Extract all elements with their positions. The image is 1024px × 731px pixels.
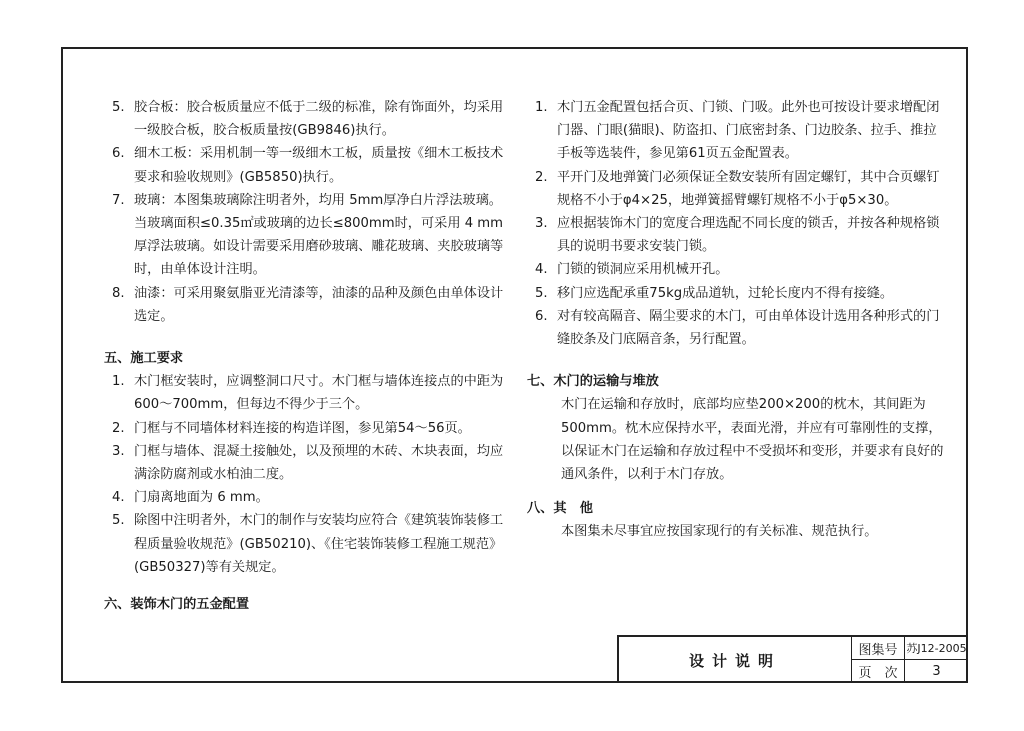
list-item (104, 189, 514, 282)
item-number: 4. (535, 262, 548, 278)
item-text: 木门五金配置包括合页、门锁、门吸。此外也可按设计要求增配闭门器、门眼(猫眼)、防盗扣、门底密封条、门边胶条、拉手、推拉手板等选装件，参见第61页五金配置表。 (557, 100, 940, 162)
list-item (527, 212, 947, 258)
item-number: 6. (535, 308, 548, 324)
list-item (104, 282, 514, 328)
item-number: 2. (535, 169, 548, 185)
item-text: 木门框安装时，应调整洞口尺寸。木门框与墙体连接点的中距为600～700mm，但每边不得少于三个。 (134, 374, 504, 413)
item-text: 门锁的锁洞应采用机械开孔。 (557, 262, 729, 278)
item-number: 3. (535, 216, 548, 232)
list-item (527, 166, 947, 212)
item-number: 5. (112, 513, 125, 529)
list-item (104, 417, 514, 440)
item-text: 应根据装饰木门的宽度合理选配不同长度的锁舌，并按各种规格锁具的说明书要求安装门锁。 (557, 216, 940, 255)
page-number-label: 页 次 (858, 666, 898, 681)
item-text: 除图中注明者外，木门的制作与安装均应符合《建筑装饰装修工程质量验收规范》(GB50210)、《住宅装饰装修工程施工规范》(GB50327)等有关规定。 (134, 513, 504, 575)
atlas-number-value: 苏J12-2005 (906, 642, 967, 655)
atlas-number-label: 图集号 (858, 642, 898, 658)
list-item (104, 509, 514, 579)
heading-other: 八、其 他 (527, 501, 593, 517)
item-number: 6. (112, 146, 125, 162)
list-item (104, 440, 514, 486)
list-item (104, 370, 514, 416)
item-number: 1. (112, 374, 125, 390)
item-text: 门框与墙体、混凝土接触处，以及预埋的木砖、木块表面，均应满涂防腐剂或水柏油二度。 (134, 443, 504, 483)
item-number: 5. (535, 285, 548, 301)
item-number: 4. (112, 490, 125, 506)
item-text: 油漆：可采用聚氨脂亚光清漆等，油漆的品种及颜色由单体设计选定。 (134, 285, 504, 324)
list-item (527, 282, 947, 305)
title-block (617, 635, 968, 683)
left-column (104, 96, 514, 616)
item-text: 平开门及地弹簧门必须保证全数安装所有固定螺钉，其中合页螺钉规格不小于φ4×25，地弹簧摇臂螺钉规格不小于φ5×30。 (557, 169, 940, 208)
item-number: 8. (112, 285, 125, 301)
item-text: 胶合板：胶合板质量应不低于二级的标准，除有饰面外，均采用一级胶合板，胶合板质量按(GB9846)执行。 (134, 100, 504, 139)
item-text: 对有较高隔音、隔尘要求的木门，可由单体设计选用各种形式的门缝胶条及门底隔音条，另行配置。 (557, 308, 940, 348)
page-number-value: 3 (932, 664, 941, 679)
item-text: 门框与不同墙体材料连接的构造详图，参见第54～56页。 (134, 420, 471, 436)
item-text: 门扇离地面为 6 mm。 (134, 490, 269, 506)
right-column (527, 96, 947, 544)
item-text: 细木工板：采用机制一等一级细木工板，质量按《细木工板技术要求和验收规则》(GB5850)执行。 (134, 146, 504, 185)
item-number: 7. (112, 192, 125, 208)
heading-transport: 七、木门的运输与堆放 (527, 374, 659, 390)
item-number: 2. (112, 420, 125, 436)
list-item (104, 142, 514, 188)
transport-paragraph: 木门在运输和存放时，底部均应垫200×200的枕木，其间距为 500mm。枕木应保持水平，表面光滑，并应有可靠刚性的支撑，以保证木门在运输和存放过程中不受损坏和变形，并要求有良好的通风条件，以利于木门存放。 (561, 397, 944, 483)
list-item (104, 96, 514, 142)
other-paragraph: 本图集未尽事宜应按国家现行的有关标准、规范执行。 (561, 524, 878, 540)
item-number: 3. (112, 443, 125, 459)
heading-hardware: 六、装饰木门的五金配置 (104, 597, 250, 613)
drawing-title: 设计说明 (688, 651, 781, 670)
item-text: 移门应选配承重75kg成品道轨，过轮长度内不得有接缝。 (557, 285, 894, 301)
list-item (527, 305, 947, 351)
list-item (527, 258, 947, 281)
heading-construction: 五、施工要求 (104, 351, 184, 367)
list-item (527, 96, 947, 166)
item-text: 玻璃：本图集玻璃除注明者外，均用 5mm厚净白片浮法玻璃。当玻璃面积≤0.35㎡或玻璃的边长≤800mm时，可采用 4 mm厚浮法玻璃。如设计需要采用磨砂玻璃、雕花玻璃、夹胶玻璃等时，由单体设计注明。 (134, 192, 504, 278)
list-item (104, 486, 514, 509)
item-number: 5. (112, 100, 125, 115)
item-number: 1. (535, 100, 548, 115)
